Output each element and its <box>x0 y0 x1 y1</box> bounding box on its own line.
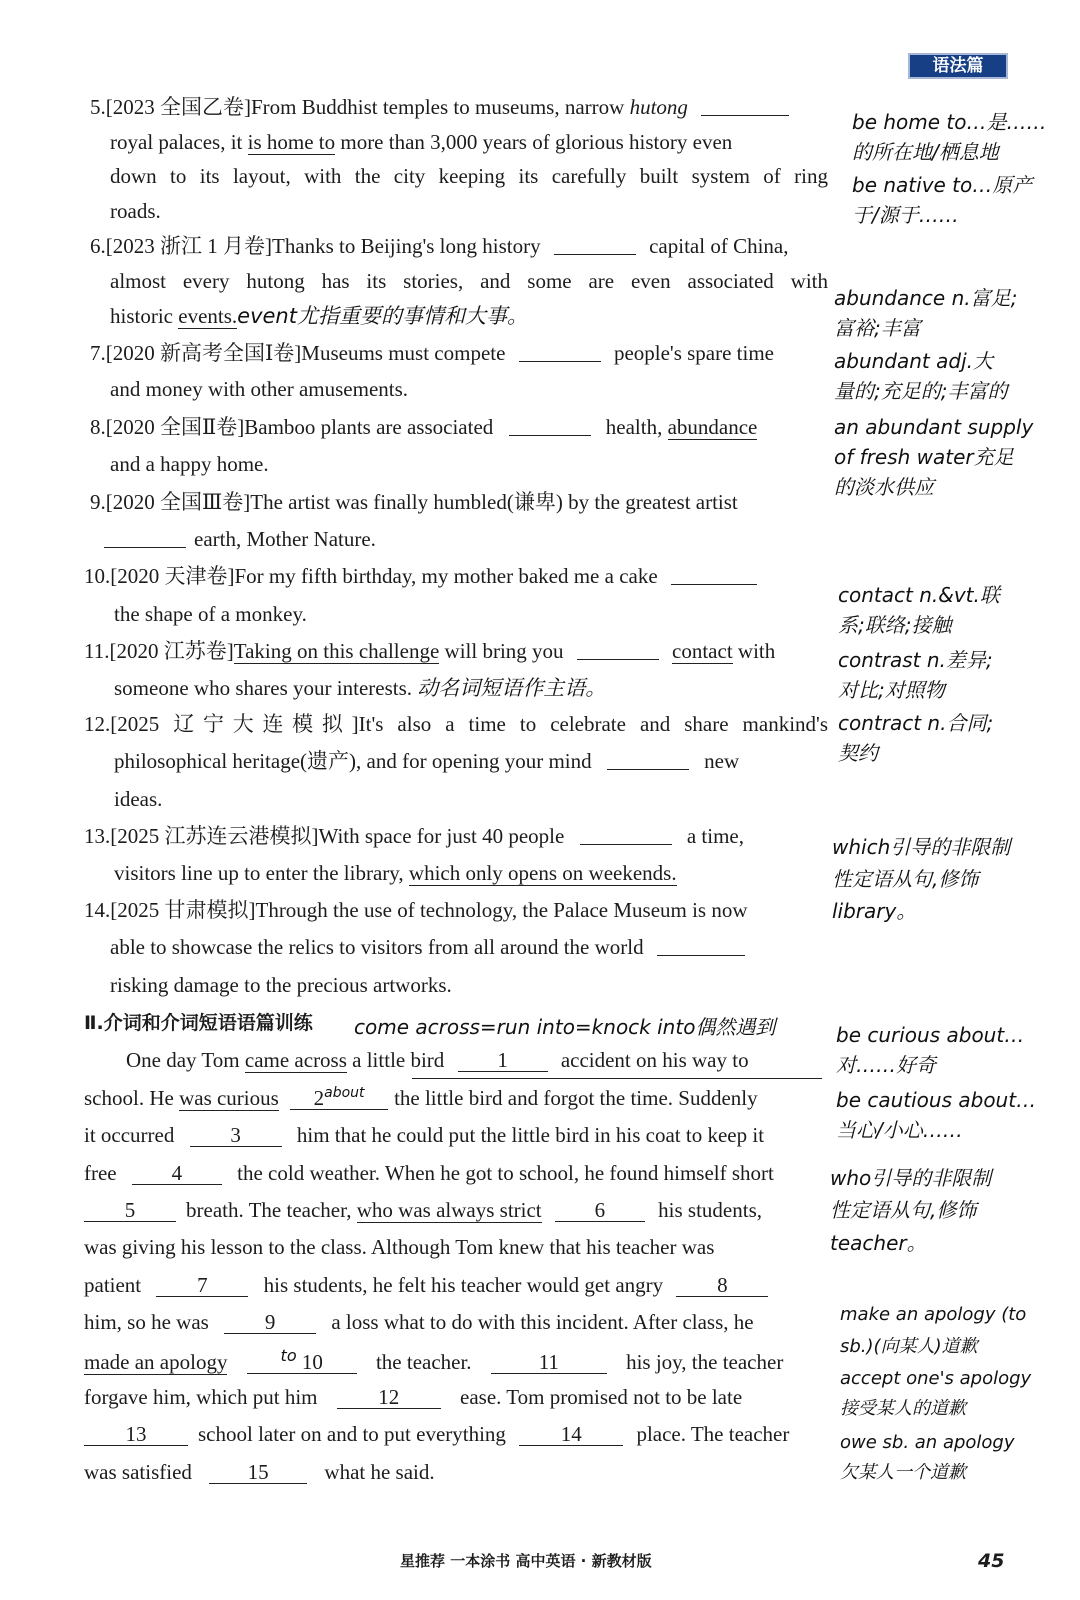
answer-blank[interactable] <box>577 639 659 660</box>
numbered-blank[interactable]: 13 <box>84 1423 188 1446</box>
answer-blank[interactable] <box>509 415 591 436</box>
numbered-blank[interactable]: 12 <box>337 1386 441 1409</box>
answer-blank[interactable] <box>519 341 601 362</box>
q6-line2: almost every hutong has its stories, and some are even associated with <box>110 269 828 293</box>
q8-line1: 8.[2020 全国Ⅱ卷]Bamboo plants are associated health, abundance <box>90 415 758 439</box>
margin-note: contact n.&vt.联 <box>838 583 1000 607</box>
q10-line2: the shape of a monkey. <box>114 602 307 626</box>
margin-note: library。 <box>832 899 917 923</box>
underline-arrow <box>412 1078 822 1079</box>
q6-line3: historic events.event尤指重要的事情和大事。 <box>110 304 528 328</box>
passage-line: made an apology $^{to}$ 10 the teacher. 11 his joy, the teacher <box>84 1346 784 1374</box>
margin-note: 接受某人的道歉 <box>840 1398 966 1419</box>
margin-note: of fresh water充足 <box>834 445 1014 469</box>
margin-note: be cautious about… <box>836 1088 1037 1112</box>
q5-line4: roads. <box>110 199 161 223</box>
passage-line: was giving his lesson to the class. Although Tom knew that his teacher was <box>84 1235 715 1259</box>
q12-line1: 12.[2025 辽宁大连模拟]It's also a time to celebrate and share mankind's <box>84 712 828 736</box>
margin-note: be native to…原产 <box>852 173 1033 197</box>
answer-blank[interactable] <box>104 527 186 548</box>
margin-note: accept one's apology <box>840 1368 1032 1389</box>
answer-blank[interactable] <box>657 935 745 956</box>
numbered-blank[interactable]: 6 <box>555 1199 645 1222</box>
margin-note: 量的;充足的;丰富的 <box>834 379 1008 403</box>
q12-line2: philosophical heritage(遗产), and for opening your mind new <box>114 749 740 773</box>
q12-line3: ideas. <box>114 787 163 811</box>
passage-line: it occurred 3 him that he could put the little bird in his coat to keep it <box>84 1123 765 1147</box>
margin-note: 的所在地/栖息地 <box>852 140 999 164</box>
numbered-blank[interactable]: 14 <box>519 1423 623 1446</box>
answer-blank[interactable] <box>607 749 689 770</box>
answer-blank[interactable] <box>671 564 757 585</box>
numbered-blank[interactable]: 7 <box>156 1274 248 1297</box>
q13-line1: 13.[2025 江苏连云港模拟]With space for just 40 people a time, <box>84 824 744 848</box>
margin-note: 于/源于…… <box>852 203 959 227</box>
footer-title: 星推荐 一本涂书 高中英语 · 新教材版 <box>400 1552 652 1570</box>
margin-note: contrast n.差异; <box>838 648 993 672</box>
numbered-blank[interactable]: 15 <box>209 1461 307 1484</box>
margin-note: 当心/小心…… <box>836 1118 963 1142</box>
margin-note: teacher。 <box>830 1231 927 1255</box>
margin-note: make an apology (to <box>840 1304 1027 1325</box>
answer-blank[interactable] <box>554 234 636 255</box>
numbered-blank[interactable]: 8 <box>676 1274 768 1297</box>
q7-line2: and money with other amusements. <box>110 377 409 401</box>
margin-note: sb.)(向某人)道歉 <box>840 1336 978 1357</box>
passage-line: was satisfied 15 what he said. <box>84 1460 435 1484</box>
passage-line: 5 breath. The teacher, who was always strict 6 his students, <box>84 1195 762 1225</box>
margin-note: abundant adj.大 <box>834 349 993 373</box>
q6-line1: 6.[2023 浙江 1 月卷]Thanks to Beijing's long history capital of China, <box>90 234 789 258</box>
title-handwritten-note: come across=run into=knock into偶然遇到 <box>354 1015 776 1039</box>
handwritten-note: 动名词短语作主语。 <box>417 676 607 700</box>
margin-note: 性定语从句,修饰 <box>832 867 979 891</box>
margin-note: an abundant supply <box>834 415 1034 439</box>
numbered-blank[interactable]: 11 <box>491 1351 607 1374</box>
numbered-blank[interactable]: 4 <box>132 1162 222 1185</box>
margin-note: 富裕;丰富 <box>834 316 921 340</box>
margin-note: 性定语从句,修饰 <box>830 1198 977 1222</box>
answer-blank[interactable] <box>701 95 789 116</box>
passage-line: school. He was curious $2^{about}$ the little bird and forgot the time. Suddenly <box>84 1082 758 1113</box>
numbered-blank[interactable]: 3 <box>190 1124 282 1147</box>
section-tag: 语法篇 <box>908 53 1008 79</box>
passage-line: free 4 the cold weather. When he got to school, he found himself short <box>84 1161 774 1185</box>
passage-line: him, so he was 9 a loss what to do with this incident. After class, he <box>84 1310 754 1334</box>
margin-note: 的淡水供应 <box>834 475 934 499</box>
q5-line1: 5.[2023 全国乙卷]From Buddhist temples to museums, narrow hutong <box>90 92 789 122</box>
margin-note: which引导的非限制 <box>832 835 1011 859</box>
q10-line1: 10.[2020 天津卷]For my fifth birthday, my mother baked me a cake <box>84 561 757 591</box>
passage-line: forgave him, which put him 12 ease. Tom promised not to be late <box>84 1385 743 1409</box>
margin-note: be curious about… <box>836 1023 1025 1047</box>
margin-note: 系;联络;接触 <box>838 613 952 637</box>
margin-note: be home to…是…… <box>852 110 1047 134</box>
numbered-blank[interactable]: $^{to}$ 10 <box>247 1345 357 1374</box>
q11-line2: someone who shares your interests. 动名词短语作主语。 <box>114 676 607 700</box>
q9-line1: 9.[2020 全国Ⅲ卷]The artist was finally humbled(谦卑) by the greatest artist <box>90 490 738 514</box>
passage-line: patient 7 his students, he felt his teacher would get angry 8 <box>84 1270 768 1300</box>
handwritten-note: event尤指重要的事情和大事。 <box>237 304 528 328</box>
numbered-blank[interactable]: $2^{about}$ <box>290 1082 388 1110</box>
q14-line1: 14.[2025 甘肃模拟]Through the use of technology, the Palace Museum is now <box>84 898 748 922</box>
margin-note: 契约 <box>838 741 878 765</box>
q9-line2: earth, Mother Nature. <box>104 524 376 554</box>
answer-blank[interactable] <box>580 824 672 845</box>
margin-note: 欠某人一个道歉 <box>840 1462 966 1483</box>
q11-line1: 11.[2020 江苏卷]Taking on this challenge will bring you contact with <box>84 639 776 663</box>
passage-line: 13 school later on and to put everything 14 place. The teacher <box>84 1419 789 1449</box>
margin-note: owe sb. an apology <box>840 1432 1015 1453</box>
numbered-blank[interactable]: 1 <box>458 1049 548 1072</box>
section-title: Ⅱ.介词和介词短语语篇训练 <box>84 1012 313 1034</box>
passage-line: One day Tom came across a little bird 1 accident on his way to <box>126 1048 749 1072</box>
numbered-blank[interactable]: 9 <box>224 1311 316 1334</box>
margin-note: 对比;对照物 <box>838 678 945 702</box>
q5-line2: royal palaces, it is home to more than 3,000 years of glorious history even <box>110 130 733 154</box>
margin-note: 对……好奇 <box>836 1053 936 1077</box>
margin-note: who引导的非限制 <box>830 1166 992 1190</box>
q13-line2: visitors line up to enter the library, which only opens on weekends. <box>114 861 677 885</box>
q14-line3: risking damage to the precious artworks. <box>110 973 452 997</box>
q8-line2: and a happy home. <box>110 452 269 476</box>
q14-line2: able to showcase the relics to visitors from all around the world <box>110 932 745 962</box>
q5-line3: down to its layout, with the city keeping its carefully built system of ring <box>110 164 828 188</box>
margin-note: abundance n.富足; <box>834 286 1018 310</box>
q7-line1: 7.[2020 新高考全国Ⅰ卷]Museums must compete people's spare time <box>90 341 775 365</box>
page-number: 45 <box>978 1550 1005 1572</box>
margin-note: contract n.合同; <box>838 711 994 735</box>
numbered-blank[interactable]: 5 <box>84 1199 176 1222</box>
